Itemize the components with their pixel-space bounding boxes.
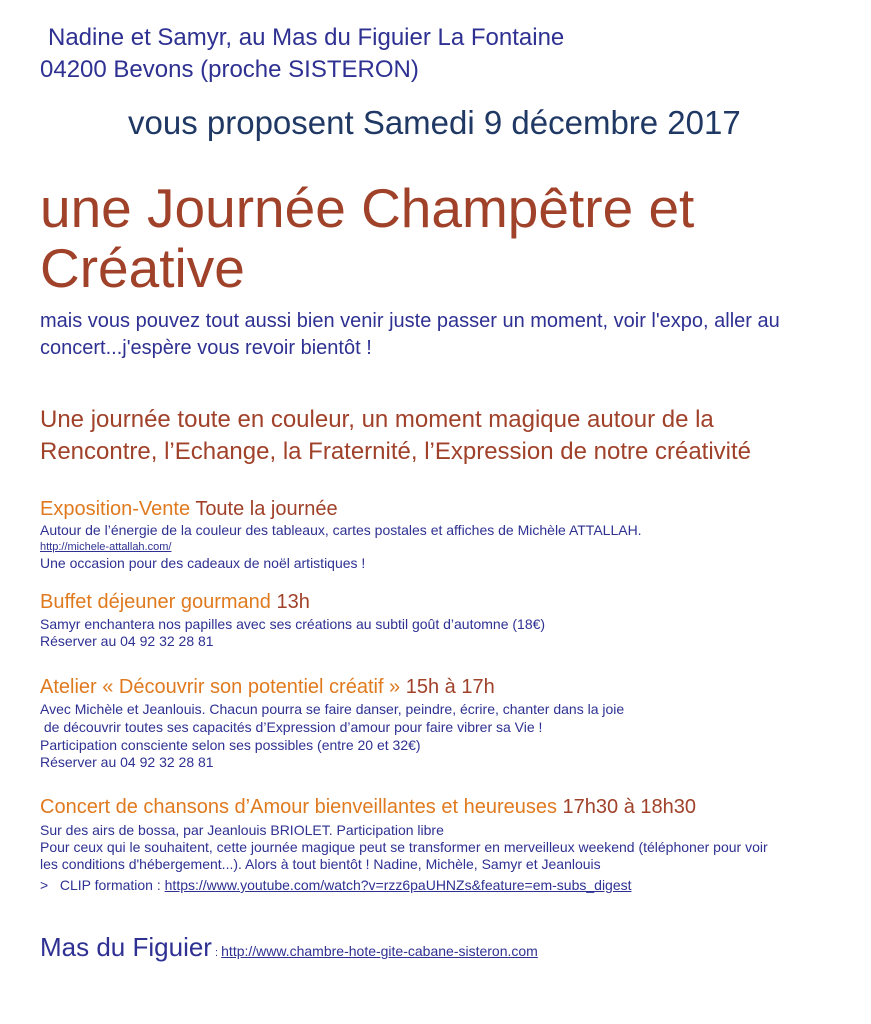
exposition-heading bbox=[40, 498, 338, 521]
buffet-heading bbox=[40, 591, 310, 614]
tagline-line-1: Une journée toute en couleur, un moment magique autour de la bbox=[40, 406, 714, 433]
footer-link[interactable]: http://www.chambre-hote-gite-cabane-sisteron.com bbox=[221, 943, 538, 959]
exposition-time: Toute la journée bbox=[195, 498, 338, 520]
atelier-line-2: de découvrir toutes ses capacités d’Expression d’amour pour faire vibrer sa Vie ! bbox=[40, 719, 543, 735]
buffet-name: Buffet déjeuner gourmand bbox=[40, 591, 271, 613]
footer-separator: : bbox=[211, 947, 222, 959]
header-line-2: 04200 Bevons (proche SISTERON) bbox=[40, 56, 419, 83]
footer-name: Mas du Figuier bbox=[40, 932, 212, 962]
concert-time: 17h30 à 18h30 bbox=[562, 796, 697, 818]
tagline-line-2: Rencontre, l’Echange, la Fraternité, l’Expression de notre créativité bbox=[40, 438, 752, 465]
concert-heading bbox=[40, 796, 696, 819]
atelier-heading bbox=[40, 676, 495, 699]
concert-line-3: les conditions d'hébergement...). Alors à tout bientôt ! Nadine, Michèle, Samyr et Jeanlouis bbox=[40, 856, 601, 872]
clip-prefix: > CLIP formation : bbox=[40, 877, 165, 893]
atelier-reservation: Réserver au 04 92 32 28 81 bbox=[40, 754, 214, 770]
exposition-name: Exposition-Vente bbox=[40, 498, 191, 520]
clip-link[interactable]: https://www.youtube.com/watch?v=rzz6paUHNZs&feature=em-subs_digest bbox=[164, 877, 632, 893]
concert-line-1: Sur des airs de bossa, par Jeanlouis BRIOLET. Participation libre bbox=[40, 822, 444, 838]
atelier-time: 15h à 17h bbox=[405, 676, 495, 698]
atelier-line-3: Participation consciente selon ses possibles (entre 20 et 32€) bbox=[40, 737, 421, 753]
concert-name: Concert de chansons d’Amour bienveillantes et heureuses bbox=[40, 796, 557, 818]
page-title: une Journée Champêtre et Créative bbox=[40, 177, 695, 299]
proposal-date: vous proposent Samedi 9 décembre 2017 bbox=[128, 104, 741, 141]
intro-line-2: concert...j'espère vous revoir bientôt ! bbox=[40, 337, 372, 359]
atelier-line-1: Avec Michèle et Jeanlouis. Chacun pourra se faire danser, peindre, écrire, chanter dans la joie bbox=[40, 701, 625, 717]
buffet-time: 13h bbox=[276, 591, 310, 613]
clip-line bbox=[40, 877, 632, 893]
footer bbox=[40, 932, 538, 963]
concert-line-2: Pour ceux qui le souhaitent, cette journée magique peut se transformer en merveilleux weekend (téléphoner pour voir bbox=[40, 839, 768, 855]
buffet-description: Samyr enchantera nos papilles avec ses créations au subtil goût d’automne (18€) bbox=[40, 616, 546, 632]
exposition-link[interactable]: http://michele-attallah.com/ bbox=[40, 541, 172, 553]
exposition-note: Une occasion pour des cadeaux de noël artistiques ! bbox=[40, 555, 366, 571]
intro-line-1: mais vous pouvez tout aussi bien venir juste passer un moment, voir l'expo, aller au bbox=[40, 310, 780, 332]
header-line-1: Nadine et Samyr, au Mas du Figuier La Fontaine bbox=[48, 24, 565, 51]
atelier-name: Atelier « Découvrir son potentiel créatif » bbox=[40, 676, 401, 698]
buffet-reservation: Réserver au 04 92 32 28 81 bbox=[40, 633, 214, 649]
exposition-description: Autour de l’énergie de la couleur des tableaux, cartes postales et affiches de Michèle ATTALLAH. bbox=[40, 522, 642, 538]
